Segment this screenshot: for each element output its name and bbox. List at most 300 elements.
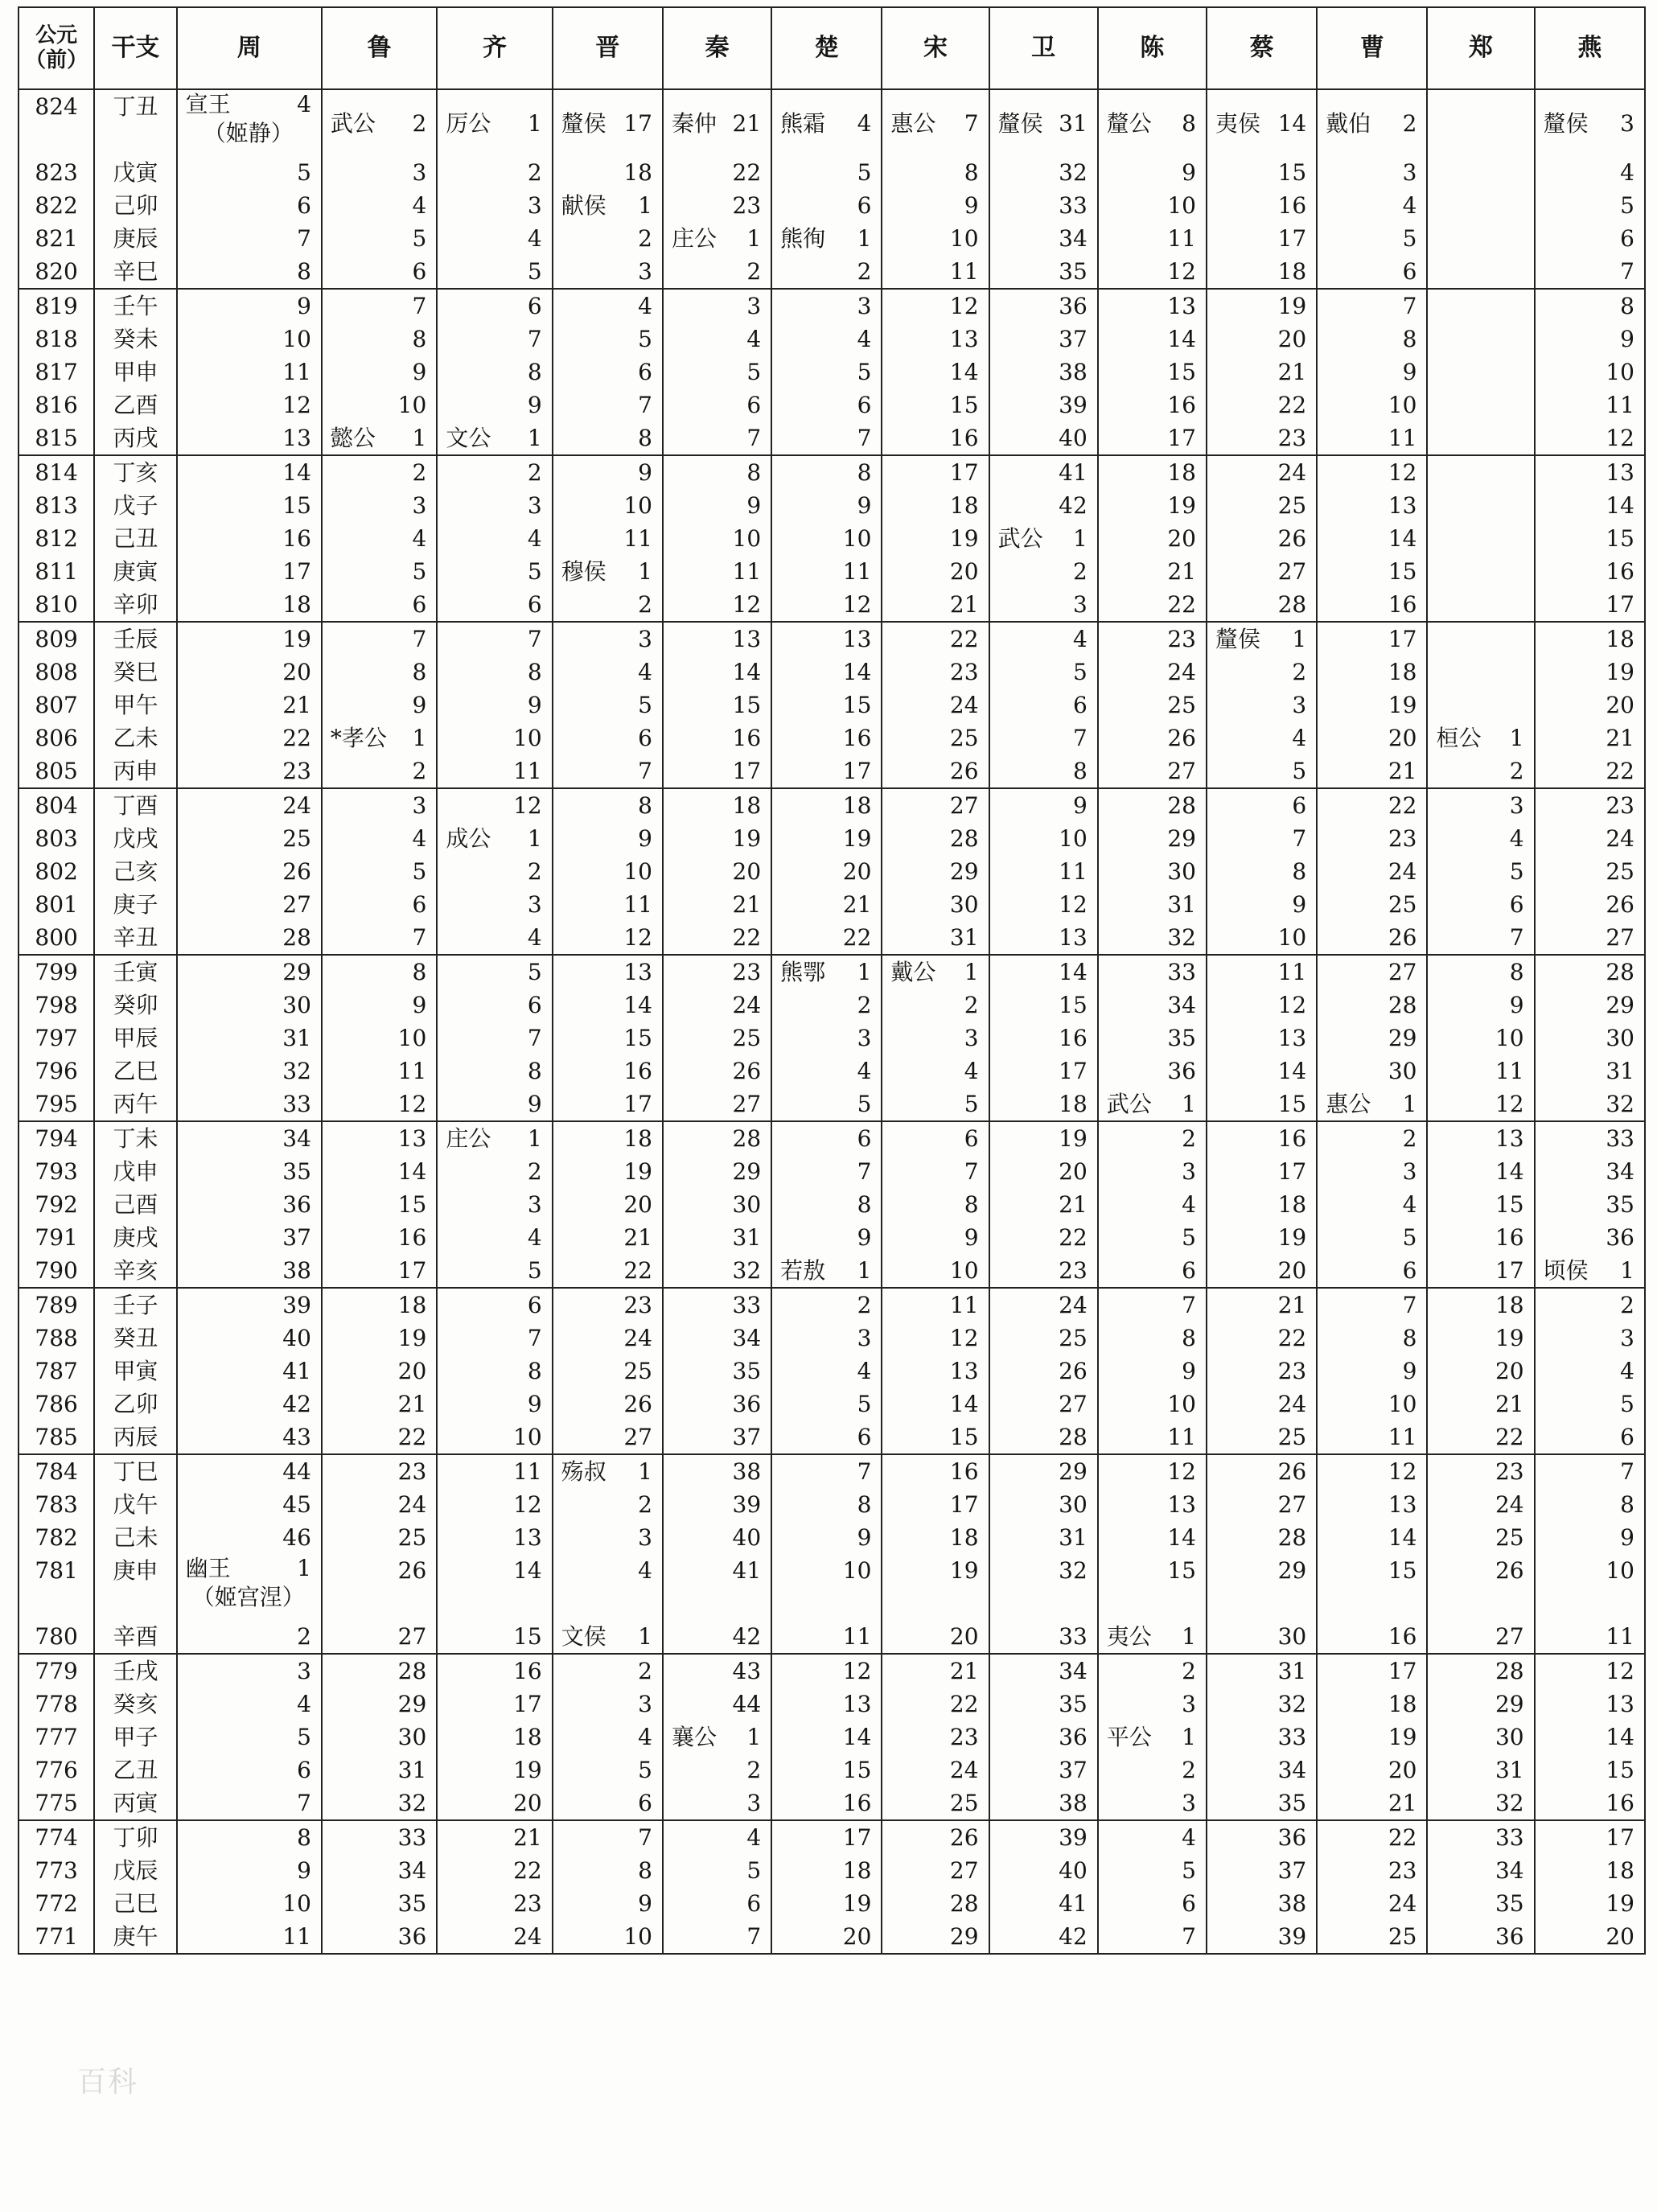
reign-year: 25 — [1606, 858, 1634, 885]
reign-year: 4 — [297, 91, 311, 117]
column-header: 齐 — [437, 7, 552, 89]
reign-year: 21 — [1495, 1391, 1524, 1417]
state-reign-cell — [1207, 89, 1317, 289]
reign-year: 7 — [412, 626, 427, 652]
reign-year: 23 — [623, 1292, 652, 1318]
reign-year: 16 — [397, 1224, 427, 1251]
reign-year: 8 — [412, 326, 427, 352]
ganzhi: 丁卯 — [113, 1824, 158, 1851]
reign-year: 4 — [412, 192, 427, 219]
reign-year: 25 — [732, 1025, 762, 1051]
reign-year: 35 — [1495, 1890, 1524, 1917]
reign-year: 2 — [746, 258, 762, 285]
ganzhi: 甲子 — [113, 1724, 158, 1750]
ruler-name: 厉公 — [446, 109, 491, 137]
state-reign-cell — [663, 1288, 771, 1454]
state-reign-cell — [1207, 788, 1317, 955]
state-reign-cell — [989, 1820, 1098, 1954]
reign-year: 3 — [1072, 591, 1088, 618]
reign-year: 19 — [949, 1557, 979, 1584]
ganzhi: 戊寅 — [113, 159, 158, 186]
reign-year: 42 — [1059, 492, 1088, 519]
year-bce: 809 — [35, 626, 78, 652]
reign-year: 32 — [1059, 1557, 1088, 1584]
reign-year: 16 — [623, 1058, 652, 1084]
ruler-accession — [990, 90, 1097, 156]
reign-year: 2 — [412, 459, 427, 486]
state-reign-cell — [1535, 788, 1645, 955]
ganzhi: 乙丑 — [113, 1757, 158, 1783]
reign-year: 8 — [964, 1191, 979, 1218]
reign-year: 1 — [746, 1724, 762, 1750]
reign-year: 1 — [527, 425, 542, 451]
reign-year: 3 — [412, 492, 427, 519]
reign-year: 11 — [949, 258, 979, 285]
reign-year: 14 — [1167, 1524, 1196, 1551]
ganzhi: 己卯 — [113, 192, 158, 219]
reign-year: 14 — [949, 359, 979, 385]
reign-year: 36 — [1059, 1724, 1088, 1750]
reign-year: 28 — [1606, 959, 1634, 985]
reign-year: 9 — [1402, 1358, 1417, 1384]
state-reign-cell — [553, 455, 663, 622]
reign-year: 33 — [1059, 1623, 1088, 1650]
reign-year: 40 — [732, 1524, 762, 1551]
ruler-name: 庄公 — [671, 225, 717, 252]
year-bce: 801 — [35, 891, 78, 918]
ganzhi: 壬辰 — [113, 626, 158, 652]
reign-year: 30 — [949, 891, 979, 918]
reign-year: 10 — [282, 1890, 311, 1917]
state-reign-cell — [1098, 1654, 1207, 1820]
reign-year: 8 — [638, 425, 652, 451]
year-bce: 773 — [35, 1857, 78, 1884]
ruler-name: 熊鄂 — [780, 959, 826, 985]
reign-year: 36 — [282, 1191, 311, 1218]
year-cell — [19, 89, 94, 289]
reign-year: 28 — [732, 1125, 762, 1152]
reign-year: 12 — [949, 293, 979, 319]
ganzhi-cell — [94, 1121, 176, 1288]
reign-year: 5 — [857, 1091, 872, 1117]
reign-year: 14 — [513, 1557, 542, 1584]
ruler-accession — [990, 522, 1097, 555]
reign-year: 22 — [949, 626, 979, 652]
reign-year: 15 — [1606, 1757, 1634, 1783]
reign-year: 23 — [1059, 1257, 1088, 1284]
year-bce: 794 — [35, 1125, 78, 1152]
reign-year: 6 — [857, 192, 872, 219]
reign-year: 38 — [1059, 359, 1088, 385]
reign-year: 12 — [1606, 1658, 1634, 1684]
state-reign-cell — [663, 1121, 771, 1288]
reign-year: 6 — [857, 1125, 872, 1152]
reign-year: 36 — [1606, 1224, 1634, 1251]
reign-year: 26 — [282, 858, 311, 885]
reign-year: 3 — [857, 293, 872, 319]
year-cell — [19, 955, 94, 1121]
reign-year: 19 — [842, 1890, 872, 1917]
reign-year: 11 — [513, 758, 542, 784]
reign-year: 7 — [527, 1025, 542, 1051]
reign-year: 17 — [623, 109, 652, 137]
reign-year: 14 — [949, 1391, 979, 1417]
reign-year: 4 — [857, 326, 872, 352]
state-reign-cell — [322, 1121, 437, 1288]
reign-year: 22 — [842, 924, 872, 951]
reign-year: 16 — [1388, 591, 1417, 618]
reign-year: 26 — [1495, 1557, 1524, 1584]
column-header: 陈 — [1098, 7, 1207, 89]
reign-year: 39 — [1059, 392, 1088, 418]
reign-year: 10 — [1388, 392, 1417, 418]
ruler-name: 顷侯 — [1543, 1257, 1589, 1284]
reign-year: 17 — [1606, 1824, 1634, 1851]
ganzhi-cell — [94, 622, 176, 788]
reign-year: 13 — [1388, 1491, 1417, 1518]
reign-year: 12 — [1167, 258, 1196, 285]
reign-year: 38 — [1277, 1890, 1307, 1917]
reign-year: 37 — [732, 1424, 762, 1450]
reign-year: 8 — [1182, 109, 1196, 137]
reign-year: 30 — [1059, 1491, 1088, 1518]
state-reign-cell — [322, 455, 437, 622]
state-reign-cell — [882, 1288, 989, 1454]
reign-year: 2 — [638, 1658, 652, 1684]
reign-year: 4 — [638, 659, 652, 685]
reign-year: 31 — [732, 1224, 762, 1251]
reign-year: 3 — [527, 891, 542, 918]
reign-year: 33 — [282, 1091, 311, 1117]
year-bce: 783 — [35, 1491, 78, 1518]
state-reign-cell — [1317, 455, 1427, 622]
reign-year: 9 — [638, 825, 652, 852]
reign-year: 11 — [1606, 1623, 1634, 1650]
reign-year: 21 — [732, 891, 762, 918]
reign-year: 19 — [1495, 1325, 1524, 1351]
reign-year: 21 — [397, 1391, 427, 1417]
reign-year: 24 — [397, 1491, 427, 1518]
state-reign-cell — [322, 289, 437, 455]
reign-year: 1 — [638, 192, 652, 219]
year-bce: 814 — [35, 459, 78, 486]
reign-year: 8 — [857, 1191, 872, 1218]
ruler-accession — [323, 421, 436, 454]
table-header — [19, 7, 1645, 89]
state-reign-cell — [1098, 89, 1207, 289]
ruler-name: 幽王 — [185, 1555, 231, 1581]
reign-year: 29 — [1277, 1557, 1307, 1584]
reign-year: 39 — [1059, 1824, 1088, 1851]
reign-year: 2 — [412, 758, 427, 784]
reign-year: 20 — [1606, 1923, 1634, 1950]
reign-year: 4 — [1620, 1358, 1634, 1384]
state-reign-cell — [322, 788, 437, 955]
year-cell — [19, 1121, 94, 1288]
state-reign-cell — [1317, 89, 1427, 289]
reign-year: 2 — [1620, 1292, 1634, 1318]
reign-year: 27 — [623, 1424, 652, 1450]
reign-year: 20 — [842, 858, 872, 885]
reign-year: 19 — [842, 825, 872, 852]
reign-year: 9 — [857, 1224, 872, 1251]
ruler-accession — [323, 722, 436, 754]
reign-year: 29 — [949, 858, 979, 885]
reign-year: 17 — [1495, 1257, 1524, 1284]
reign-year: 5 — [857, 159, 872, 186]
reign-year: 1 — [1072, 525, 1088, 552]
reign-year: 2 — [638, 1491, 652, 1518]
reign-year: 9 — [527, 1391, 542, 1417]
year-bce: 799 — [35, 959, 78, 985]
reign-year: 5 — [964, 1091, 979, 1117]
ganzhi: 庚申 — [113, 1557, 158, 1584]
state-reign-cell — [1427, 788, 1534, 955]
reign-year: 2 — [1292, 659, 1307, 685]
year-bce: 822 — [35, 192, 78, 219]
reign-year: 17 — [1606, 591, 1634, 618]
state-reign-cell — [1207, 955, 1317, 1121]
reign-year: 7 — [1402, 1292, 1417, 1318]
reign-year: 24 — [1388, 1890, 1417, 1917]
ganzhi: 辛巳 — [113, 258, 158, 285]
reign-year: 23 — [1167, 626, 1196, 652]
reign-year: 17 — [842, 1824, 872, 1851]
reign-year: 1 — [1182, 1623, 1196, 1650]
reign-year: 10 — [949, 1257, 979, 1284]
ganzhi-cell — [94, 788, 176, 955]
reign-year: 18 — [513, 1724, 542, 1750]
reign-year: 27 — [732, 1091, 762, 1117]
reign-year: 20 — [282, 659, 311, 685]
reign-year: 21 — [1277, 1292, 1307, 1318]
ruler-accession — [882, 90, 988, 156]
reign-year: 15 — [1277, 1091, 1307, 1117]
reign-year: 25 — [1059, 1325, 1088, 1351]
reign-year: 10 — [623, 492, 652, 519]
reign-year: 32 — [1059, 159, 1088, 186]
reign-year: 11 — [842, 558, 872, 585]
state-reign-cell — [989, 289, 1098, 455]
reign-year: 24 — [949, 1757, 979, 1783]
reign-year: 3 — [1402, 1158, 1417, 1185]
reign-year: 20 — [1388, 1757, 1417, 1783]
reign-year: 19 — [1277, 293, 1307, 319]
reign-year: 11 — [1388, 1424, 1417, 1450]
year-bce: 802 — [35, 858, 78, 885]
reign-year: 10 — [1606, 1557, 1634, 1584]
reign-year: 20 — [1277, 1257, 1307, 1284]
reign-year: 3 — [638, 1691, 652, 1717]
reign-year: 24 — [1495, 1491, 1524, 1518]
ganzhi: 戊午 — [113, 1491, 158, 1518]
reign-year: 6 — [1072, 692, 1088, 718]
state-reign-cell — [1427, 955, 1534, 1121]
reign-year: 4 — [412, 825, 427, 852]
reign-year: 33 — [1059, 192, 1088, 219]
reign-year: 9 — [527, 392, 542, 418]
year-bce: 816 — [35, 392, 78, 418]
reign-year: 15 — [842, 692, 872, 718]
reign-year: 20 — [1495, 1358, 1524, 1384]
reign-year: 15 — [842, 1757, 872, 1783]
reign-year: 45 — [282, 1491, 311, 1518]
reign-year: 25 — [1388, 1923, 1417, 1950]
ganzhi-cell — [94, 1454, 176, 1654]
reign-year: 36 — [397, 1923, 427, 1950]
reign-year: 29 — [949, 1923, 979, 1950]
ganzhi: 辛卯 — [113, 591, 158, 618]
state-reign-cell — [177, 1820, 322, 1954]
reign-year: 13 — [1059, 924, 1088, 951]
reign-year: 20 — [1167, 525, 1196, 552]
reign-year: 14 — [1495, 1158, 1524, 1185]
reign-year: 6 — [1620, 225, 1634, 252]
reign-year: 21 — [513, 1824, 542, 1851]
ganzhi: 丙申 — [113, 758, 158, 784]
reign-year: 28 — [397, 1658, 427, 1684]
reign-year: 6 — [1182, 1257, 1196, 1284]
reign-year: 21 — [949, 1658, 979, 1684]
reign-year: 7 — [527, 1325, 542, 1351]
reign-year: 11 — [1167, 1424, 1196, 1450]
reign-year: 5 — [527, 1257, 542, 1284]
year-bce: 777 — [35, 1724, 78, 1750]
ganzhi: 丁酉 — [113, 792, 158, 819]
ruler-name: 秦仲 — [671, 109, 717, 137]
column-header: 卫 — [989, 7, 1098, 89]
reign-year: 6 — [527, 591, 542, 618]
reign-year — [1428, 689, 1533, 722]
reign-year: 41 — [1059, 459, 1088, 486]
reign-year: 9 — [1509, 992, 1524, 1018]
reign-year: 16 — [282, 525, 311, 552]
ganzhi: 戊子 — [113, 492, 158, 519]
ruler-accession — [438, 90, 551, 156]
reign-year: 31 — [1277, 1658, 1307, 1684]
year-bce: 796 — [35, 1058, 78, 1084]
ruler-name: 武公 — [1106, 1091, 1152, 1117]
reign-year: 1 — [527, 825, 542, 852]
reign-year: 19 — [623, 1158, 652, 1185]
reign-year: 16 — [1495, 1224, 1524, 1251]
reign-year: 22 — [513, 1857, 542, 1884]
reign-year: 6 — [964, 1125, 979, 1152]
reign-year: 17 — [1277, 1158, 1307, 1185]
reign-year: 4 — [1182, 1824, 1196, 1851]
reign-year: 14 — [1388, 525, 1417, 552]
ruler-accession — [1099, 1721, 1206, 1754]
reign-year: 16 — [842, 1790, 872, 1816]
state-reign-cell — [1317, 1820, 1427, 1954]
reign-year: 3 — [746, 293, 762, 319]
reign-year: 33 — [1495, 1824, 1524, 1851]
ganzhi: 丙辰 — [113, 1424, 158, 1450]
reign-year: 19 — [1388, 692, 1417, 718]
state-reign-cell — [1098, 955, 1207, 1121]
reign-year: 15 — [1059, 992, 1088, 1018]
reign-year: 17 — [1388, 1658, 1417, 1684]
year-block — [19, 1288, 1645, 1454]
reign-year: 11 — [1606, 392, 1634, 418]
reign-year — [1428, 290, 1533, 323]
reign-year: 1 — [857, 959, 872, 985]
reign-year: 34 — [1606, 1158, 1634, 1185]
reign-year: 14 — [842, 659, 872, 685]
reign-year: 2 — [857, 1292, 872, 1318]
column-header: 蔡 — [1207, 7, 1317, 89]
reign-year: 4 — [1509, 825, 1524, 852]
reign-year: 7 — [857, 1158, 872, 1185]
state-reign-cell — [771, 89, 882, 289]
ruler-name: 熊霜 — [780, 109, 826, 137]
reign-year: 29 — [1495, 1691, 1524, 1717]
ganzhi-cell — [94, 955, 176, 1121]
state-reign-cell — [322, 1288, 437, 1454]
reign-year: 35 — [732, 1358, 762, 1384]
state-reign-cell — [1535, 1454, 1645, 1654]
year-block — [19, 788, 1645, 955]
reign-year: 38 — [1059, 1790, 1088, 1816]
year-bce: 772 — [35, 1890, 78, 1917]
reign-year: 8 — [412, 659, 427, 685]
year-bce: 786 — [35, 1391, 78, 1417]
reign-year: 19 — [1059, 1125, 1088, 1152]
year-bce: 811 — [35, 558, 78, 585]
year-cell — [19, 1454, 94, 1654]
reign-year: 9 — [1402, 359, 1417, 385]
reign-year: 12 — [282, 392, 311, 418]
reign-year: 8 — [1182, 1325, 1196, 1351]
reign-year: 30 — [282, 992, 311, 1018]
reign-year: 6 — [1402, 258, 1417, 285]
reign-year: 4 — [857, 1358, 872, 1384]
reign-year: 10 — [282, 326, 311, 352]
reign-year: 28 — [1277, 1524, 1307, 1551]
reign-year: 31 — [1167, 891, 1196, 918]
reign-year: 2 — [964, 992, 979, 1018]
state-reign-cell — [989, 955, 1098, 1121]
state-reign-cell — [1207, 1654, 1317, 1820]
reign-year: 22 — [1277, 1325, 1307, 1351]
column-header: 秦 — [663, 7, 771, 89]
reign-year: 33 — [1167, 959, 1196, 985]
reign-year: 3 — [1182, 1691, 1196, 1717]
reign-year: 26 — [623, 1391, 652, 1417]
reign-year: 4 — [297, 1691, 311, 1717]
reign-year: 28 — [1277, 591, 1307, 618]
reign-year — [1428, 356, 1533, 389]
state-reign-cell — [1427, 622, 1534, 788]
reign-year: 8 — [1620, 293, 1634, 319]
reign-year: 9 — [297, 293, 311, 319]
reign-year: 1 — [638, 1458, 652, 1485]
reign-year: 9 — [857, 1524, 872, 1551]
reign-year: 10 — [1167, 192, 1196, 219]
reign-year: 32 — [1495, 1790, 1524, 1816]
reign-year: 16 — [1277, 192, 1307, 219]
state-reign-cell — [437, 1654, 552, 1820]
reign-year: 4 — [964, 1058, 979, 1084]
reign-year: 27 — [1277, 1491, 1307, 1518]
reign-year: 30 — [1277, 1623, 1307, 1650]
reign-year: 17 — [623, 1091, 652, 1117]
ganzhi: 乙卯 — [113, 1391, 158, 1417]
reign-year: 18 — [949, 492, 979, 519]
column-header: 宋 — [882, 7, 989, 89]
year-bce: 823 — [35, 159, 78, 186]
state-reign-cell — [663, 1654, 771, 1820]
